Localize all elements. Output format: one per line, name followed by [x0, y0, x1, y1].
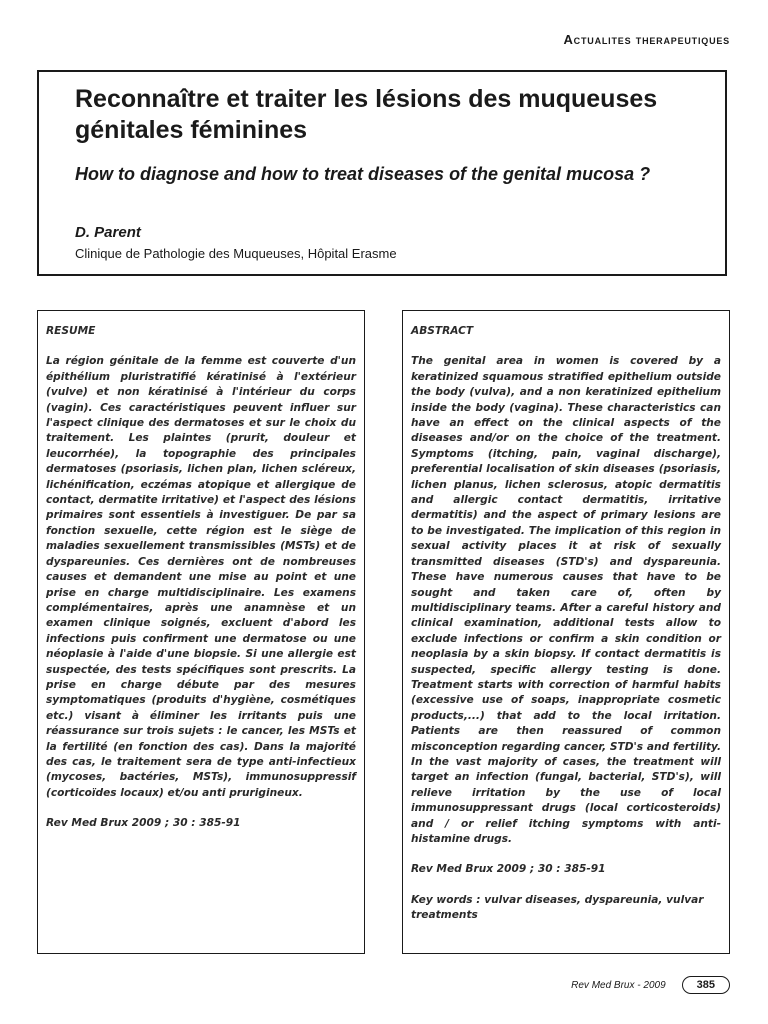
article-title-fr: Reconnaître et traiter les lésions des muqueuses génitales féminines [75, 85, 658, 144]
article-title-en: How to diagnose and how to treat diseases of the genital mucosa ? [75, 164, 651, 184]
abstract-box [402, 310, 730, 954]
page-footer [571, 976, 730, 994]
resume-box [37, 310, 365, 954]
abstract-keywords: Key words : vulvar diseases, dyspareunia, vulvar treatments [411, 893, 704, 922]
abstract-body: The genital area in women is covered by a keratinized squamous stratified epithelium outside the body (vulva), and a non keratinized epithelium inside the body (vagina). These characteristics can have an effect on the clinical aspects of the diseases and/or on the choice of the treatment. Symptoms (itching, pain, vaginal discharge), preferential localisation of skin diseases (psoriasis, lichen planus, lichen sclerosus, atopic dermatitis and allergic contact dermatitis, irritative dermatitis) and the aspect of primary lesions are to be investigated. The implication of this region in sexual activity places it at risk of sexually transmitted diseases (STD's) and dyspareunia. These have numerous causes that have to be sought and taken care of, often by multidisciplinary teams. After a careful history and clinical examination, additional tests allow to exclude infections or confirm a skin condition or neoplasia by a skin biopsy. If contact dermatitis is suspected, specific allergy testing is done. Treatment starts with correction of harmful habits (excessive use of soaps, inappropriate cosmetic products,...) that add to the local irritation. Patients are then reassured of common misconception regarding cancer, STD's and fertility. In the vast majority of cases, the treatment will target an infection (fungal, bacterial, STD's), will relieve irritation by the use of local immunosuppressant drugs (local corticosteroids) and / or relief itching symptoms with anti-histamine drugs. [411, 355, 721, 845]
footer-journal: Rev Med Brux - 2009 [571, 979, 666, 991]
section-header: Actualites therapeutiques [563, 32, 730, 47]
page-number: 385 [682, 976, 730, 994]
author-affiliation: Clinique de Pathologie des Muqueuses, Hôpital Erasme [75, 246, 397, 261]
title-box [37, 70, 727, 276]
resume-body: La région génitale de la femme est couverte d'un épithélium pluristratifié kératinisé à l'extérieur (vulve) et non kératinisé à l'intérieur du corps (vagin). Ces caractéristiques peuvent influer sur l'aspect clinique des dermatoses et sur le choix du traitement. Les plaintes (prurit, douleur et leucorrhée), la topographie des principales dermatoses (psoriasis, lichen plan, lichen scléreux, lichénification, eczémas atopique et allergique de contact, dermatite irritative) et l'aspect des lésions primaires sont essentiels à investiguer. De par sa fonction sexuelle, cette région est le siège de maladies sexuellement transmissibles (MSTs) et de dyspareunies. Ces dernières ont de nombreuses causes et demandent une mise au point et une prise en charge multidisciplinaire. Les examens complémentaires, après une anamnèse et un examen clinique soignés, excluent d'abord les infections puis confirment une dermatose ou une néoplasie à l'aide d'une biopsie. Si une allergie est suspectée, des tests spécifiques sont prescrits. La prise en charge débute par des mesures symptomatiques (produits d'hygiène, cosmétiques etc.) visant à éliminer les irritants puis une réassurance sur trois sujets : le cancer, les MSTs et la fertilité (en fonction des cas). Dans la majorité des cas, le traitement sera de type anti-infectieux (mycoses, bactéries, MSTs), immunosuppressif (corticoïdes locaux) et/ou anti prurigineux. [46, 355, 356, 799]
resume-reference: Rev Med Brux 2009 ; 30 : 385-91 [46, 817, 241, 830]
abstract-reference: Rev Med Brux 2009 ; 30 : 385-91 [411, 863, 606, 876]
resume-heading: RESUME [46, 325, 96, 337]
abstract-heading: ABSTRACT [411, 325, 474, 337]
article-author: D. Parent [75, 224, 141, 241]
